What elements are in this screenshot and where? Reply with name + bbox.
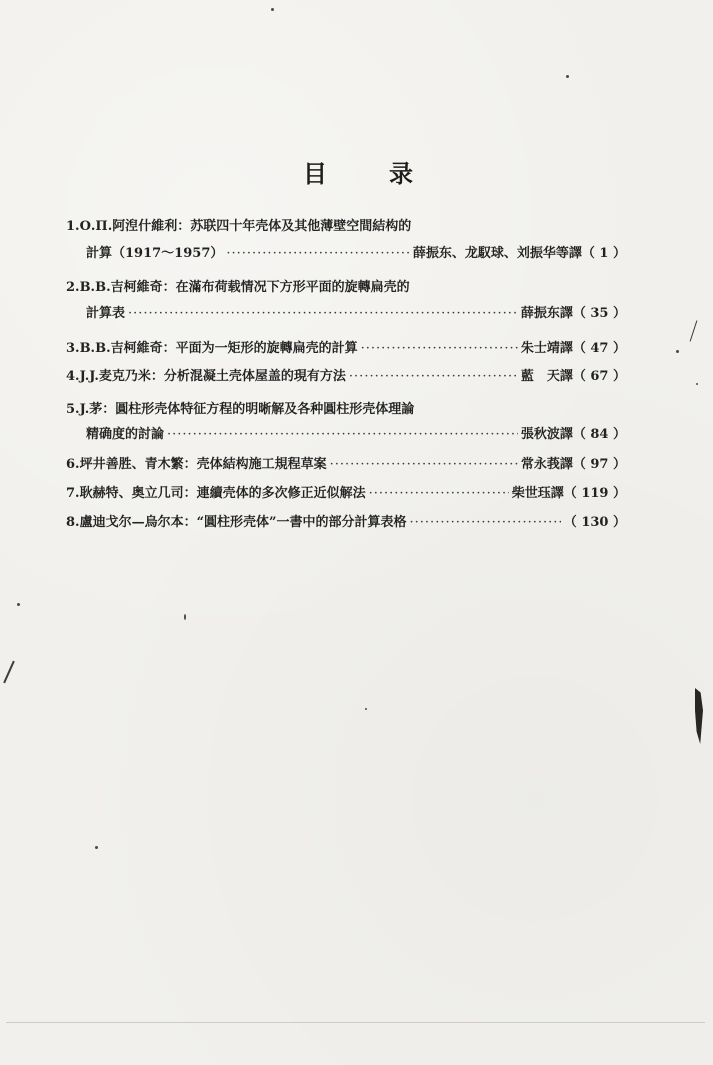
toc-entry-5-title: 5.J.茅：圓柱形壳体特征方程的明晰解及各种圓柱形壳体理論: [66, 402, 415, 417]
toc-entry-6: [66, 458, 626, 471]
toc-entry-5-detail: [66, 428, 626, 441]
toc-entry-6-author: 常永莪譯: [520, 457, 573, 472]
toc-entry-2-page: （ 35 ）: [572, 306, 626, 321]
toc-entry-2-leader: [128, 307, 518, 320]
toc-entry-5: [66, 403, 626, 441]
toc-entry-6-page: （ 97 ）: [572, 457, 626, 472]
scan-stain: [695, 688, 703, 744]
toc-entry-4-page: （ 67 ）: [572, 369, 626, 384]
toc-entry-8-leader: [410, 516, 561, 529]
toc-entry-1-prefix: 計算（1917～1957）: [86, 246, 224, 261]
toc-entry-7-page: （ 119 ）: [563, 486, 626, 501]
toc-entry-5-leader: [167, 428, 518, 441]
scan-speck: [566, 75, 569, 78]
toc-entry-2: [66, 281, 626, 320]
toc-entry-2-detail: [66, 307, 626, 320]
scan-speck: [676, 350, 679, 353]
toc-entry-3-leader: [361, 342, 518, 355]
toc-entry-4: [66, 370, 626, 383]
toc-entry-3-title: 3.В.В.吉柯維奇：平面为一矩形的旋轉扁壳的計算: [66, 341, 358, 356]
toc-entry-3-page: （ 47 ）: [572, 341, 626, 356]
scan-speck: [95, 846, 98, 849]
toc-entry-4-leader: [349, 370, 518, 383]
toc-entry-5-prefix: 精确度的討論: [86, 427, 165, 442]
toc-entry-1-title: 1.О.П.阿湼什維利：苏联四十年壳体及其他薄壁空間結构的: [66, 219, 412, 234]
toc-entry-5-author: 張秋波譯: [520, 427, 573, 442]
toc-entry-1-author: 薛振东、龙馭球、刘振华等譯: [412, 246, 582, 261]
scan-speck: [365, 708, 367, 710]
scan-speck: [696, 383, 698, 385]
toc-entry-7-leader: [369, 487, 509, 500]
toc-entry-2-prefix: 計算表: [86, 306, 126, 321]
toc-entry-1-leader: [226, 247, 410, 260]
toc-entry-1-detail: [66, 247, 626, 260]
toc-entry-6-leader: [330, 458, 518, 471]
scan-speck: [271, 8, 274, 11]
toc-entry-2-title: 2.В.В.吉柯維奇：在滿布荷载情况下方形平面的旋轉扁壳的: [66, 280, 410, 295]
toc-entry-3-author: 朱士靖譯: [520, 341, 573, 356]
scan-speck: [184, 614, 186, 620]
toc-entry-3: [66, 342, 626, 355]
toc-entry-7: [66, 487, 626, 500]
scan-mark: [3, 661, 15, 684]
scan-speck: [17, 603, 20, 606]
scan-edge-line: [6, 1022, 705, 1023]
page-title: [303, 154, 413, 189]
toc-entry-1-page: （ 1 ）: [581, 246, 626, 261]
scan-mark: [690, 320, 698, 341]
title-char-2: 录: [389, 159, 413, 188]
toc-entry-8: [66, 516, 626, 529]
toc-entry-2-author: 薛振东譯: [520, 306, 573, 321]
toc-entry-6-title: 6.坪井善胜、青木繁：壳体結构施工規程草案: [66, 457, 327, 472]
toc-entry-7-author: 柴世珏譯: [511, 486, 564, 501]
toc-entry-5-page: （ 84 ）: [572, 427, 626, 442]
title-char-1: 目: [303, 159, 327, 188]
toc-entry-4-author: 藍 天譯: [520, 369, 573, 384]
toc-entry-4-title: 4.J.J.麦克乃米：分析混凝土壳体屋盖的現有方法: [66, 369, 346, 384]
toc-entry-8-page: （ 130 ）: [563, 515, 626, 530]
toc-entry-7-title: 7.耿赫特、奥立几司：連續壳体的多次修正近似解法: [66, 486, 366, 501]
toc-entry-8-title: 8.盧迪戈尔—烏尔本：“圓柱形壳体”一書中的部分計算表格: [66, 515, 407, 530]
toc-entry-1: [66, 220, 626, 260]
